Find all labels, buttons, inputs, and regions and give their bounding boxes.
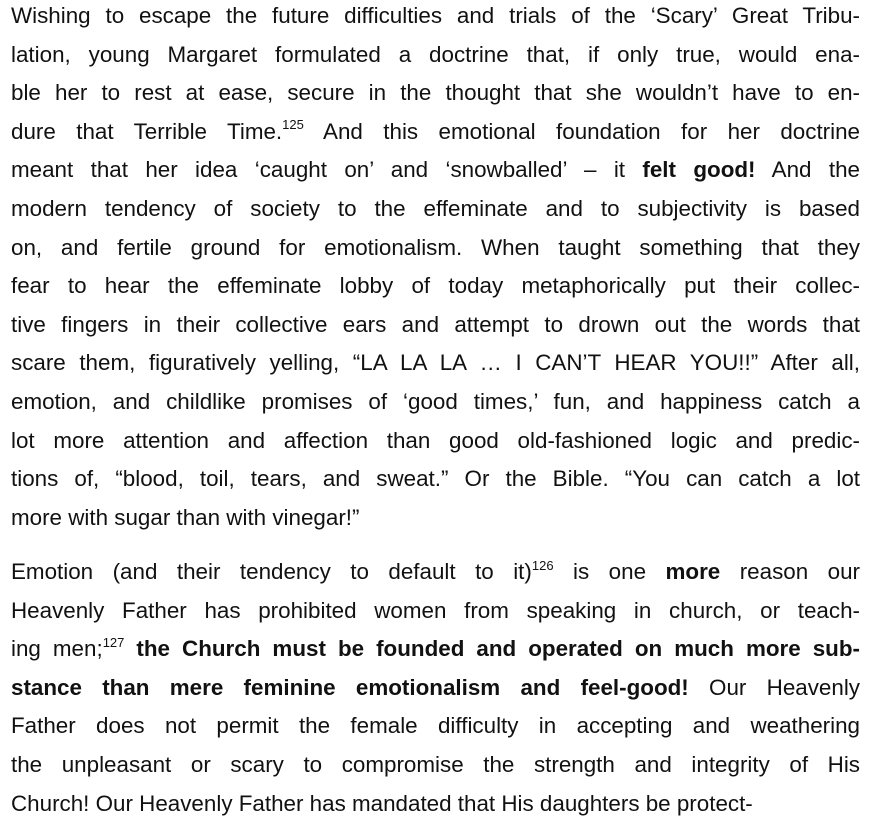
- footnote-marker: 127: [102, 634, 125, 650]
- text-line: [11, 553, 860, 592]
- text-run: scare them, figuratively yelling, “LA LA LA … I CAN’T HEAR YOU!!” After all,: [11, 350, 860, 376]
- bold-text: more: [665, 559, 721, 584]
- text-line: [11, 0, 860, 36]
- text-run: lot more attention and affection than good old-fashioned logic and predic-: [11, 427, 860, 453]
- text-run: the unpleasant or scary to compromise the strength and integrity of His: [11, 751, 860, 777]
- text-run: meant that her idea ‘caught on’ and ‘snowballed’ – it: [11, 157, 643, 183]
- text-run: modern tendency of society to the effeminate and to subjectivity is based: [11, 195, 860, 221]
- text-run: Our Heavenly: [688, 674, 860, 700]
- text-run: on, and fertile ground for emotionalism. When taught something that they: [11, 234, 860, 260]
- text-line: [11, 267, 860, 306]
- text-line: [11, 499, 860, 538]
- bold-text: felt good!: [642, 157, 756, 183]
- text-line: [11, 669, 860, 708]
- text-run: lation, young Margaret formulated a doctrine that, if only true, would ena-: [11, 41, 860, 67]
- footnote-marker: 126: [531, 557, 554, 573]
- text-line: [11, 344, 860, 383]
- text-line: [11, 592, 860, 631]
- text-line: [11, 74, 860, 113]
- text-run: dure that Terrible Time.: [11, 118, 283, 144]
- text-line: [11, 630, 860, 669]
- text-run: more with sugar than with vinegar!”: [11, 504, 360, 530]
- text-line: [11, 306, 860, 345]
- text-run: And the: [755, 157, 860, 183]
- text-run: ble her to rest at ease, secure in the thought that she wouldn’t have to en-: [11, 80, 860, 106]
- text-run: tions of, “blood, toil, tears, and sweat.” Or the Bible. “You can catch a lot: [11, 466, 860, 492]
- text-run: Father does not permit the female difficulty in accepting and weathering: [11, 713, 860, 739]
- bold-text: the Church must be founded and operated on much more sub-: [136, 636, 860, 662]
- text-run: And this emotional foundation for her doctrine: [303, 118, 861, 144]
- footnote-marker: 125: [282, 117, 304, 133]
- text-line: [11, 190, 860, 229]
- text-run: [124, 636, 136, 661]
- text-line: [11, 422, 860, 461]
- text-run: Church! Our Heavenly Father has mandated that His daughters be protect-: [11, 790, 753, 816]
- text-run: Heavenly Father has prohibited women from speaking in church, or teach-: [11, 597, 860, 623]
- text-run: tive fingers in their collective ears and attempt to drown out the words that: [11, 311, 860, 337]
- text-run: Wishing to escape the future difficulties and trials of the ‘Scary’ Great Tribu-: [11, 3, 860, 28]
- text-line: [11, 151, 860, 190]
- text-line: [11, 460, 860, 499]
- text-line: [11, 707, 860, 746]
- text-line: [11, 746, 860, 785]
- text-line: [11, 383, 860, 422]
- text-run: fear to hear the effeminate lobby of today metaphorically put their collec-: [11, 273, 860, 299]
- text-run: reason our: [720, 559, 860, 584]
- text-line: [11, 113, 860, 152]
- text-run: Emotion (and their tendency to default to it): [11, 559, 532, 584]
- paragraph-1: [11, 0, 860, 537]
- bold-text: stance than mere feminine emotionalism and feel-good!: [11, 674, 689, 700]
- text-line: [11, 785, 860, 823]
- text-run: emotion, and childlike promises of ‘good times,’ fun, and happiness catch a: [11, 388, 860, 414]
- text-line: [11, 36, 860, 75]
- text-run: is one: [553, 559, 666, 584]
- text-line: [11, 229, 860, 268]
- paragraph-2: [11, 553, 860, 823]
- text-run: ing men;: [11, 636, 103, 662]
